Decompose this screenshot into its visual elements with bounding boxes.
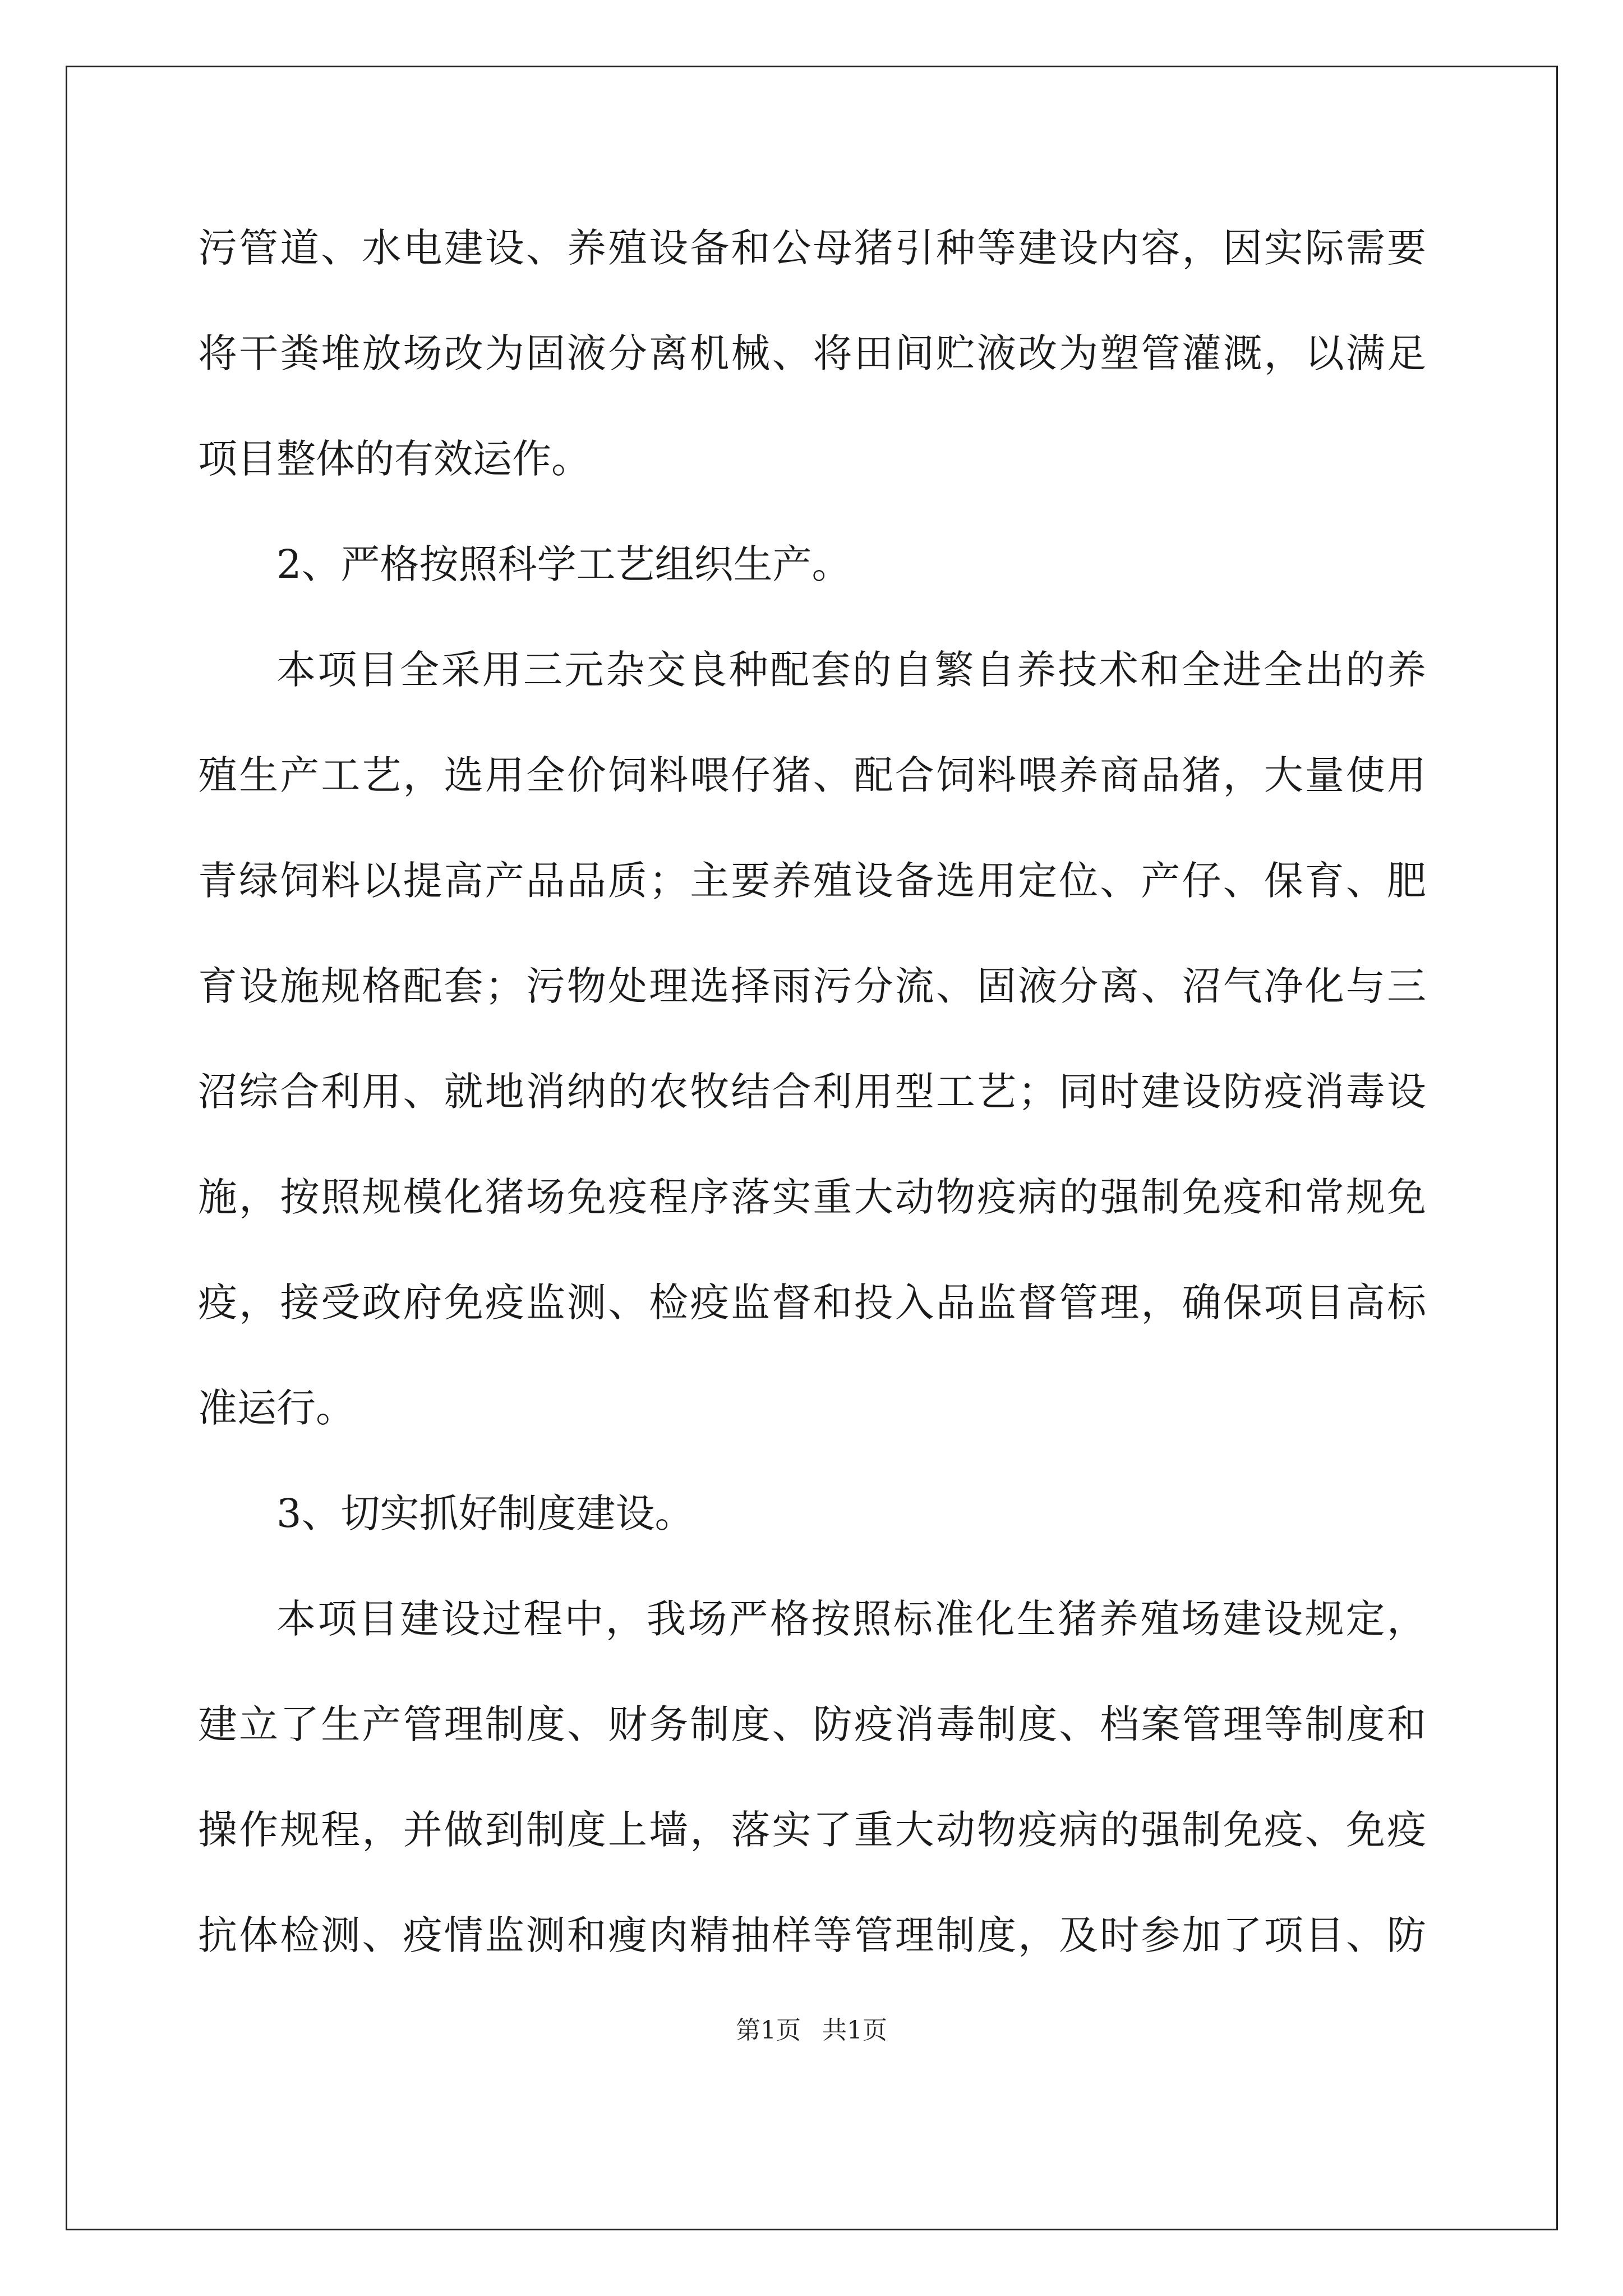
text-line-11 xyxy=(198,1263,1426,1369)
text-line-10-content: 施，按照规模化猪场免疫程序落实重大动物疫病的强制免疫和常规免 xyxy=(198,1174,1426,1220)
text-line-5-content: 本项目全采用三元杂交良种配套的自繁自养技术和全进全出的养 xyxy=(276,647,1426,693)
text-line-8-content: 育设施规格配套；污物处理选择雨污分流、固液分离、沼气净化与三 xyxy=(198,963,1426,1009)
text-line-5 xyxy=(198,631,1426,736)
text-line-3 xyxy=(198,420,1426,525)
text-line-1-content: 污管道、水电建设、养殖设备和公母猪引种等建设内容，因实际需要 xyxy=(198,225,1426,271)
text-line-7-content: 青绿饲料以提高产品品质；主要养殖设备选用定位、产仔、保育、肥 xyxy=(198,858,1426,904)
text-line-9-content: 沼综合利用、就地消纳的农牧结合利用型工艺；同时建设防疫消毒设 xyxy=(198,1069,1426,1115)
section-heading-3-content: 3、切实抓好制度建设。 xyxy=(276,1490,694,1536)
text-line-12-content: 准运行。 xyxy=(198,1385,355,1431)
page-footer xyxy=(0,2010,1623,2046)
section-heading-3 xyxy=(198,1474,1426,1580)
text-line-17 xyxy=(198,1896,1426,2001)
text-line-14 xyxy=(198,1580,1426,1685)
text-line-11-content: 疫，接受政府免疫监测、检疫监督和投入品监督管理，确保项目高标 xyxy=(198,1280,1426,1326)
total-pages: 共1页 xyxy=(822,2016,887,2045)
text-line-15-content: 建立了生产管理制度、财务制度、防疫消毒制度、档案管理等制度和 xyxy=(198,1701,1426,1747)
text-line-12 xyxy=(198,1369,1426,1474)
text-line-17-content: 抗体检测、疫情监测和瘦肉精抽样等管理制度，及时参加了项目、防 xyxy=(198,1912,1426,1958)
text-line-6-content: 殖生产工艺，选用全价饲料喂仔猪、配合饲料喂养商品猪，大量使用 xyxy=(198,752,1426,798)
text-line-16 xyxy=(198,1791,1426,1896)
text-line-2-content: 将干粪堆放场改为固液分离机械、将田间贮液改为塑管灌溉，以满足 xyxy=(198,330,1426,376)
text-line-14-content: 本项目建设过程中，我场严格按照标准化生猪养殖场建设规定， xyxy=(276,1596,1426,1642)
text-line-1 xyxy=(198,209,1426,314)
text-line-16-content: 操作规程，并做到制度上墙，落实了重大动物疫病的强制免疫、免疫 xyxy=(198,1807,1426,1853)
text-line-15 xyxy=(198,1685,1426,1791)
text-line-8 xyxy=(198,947,1426,1052)
text-line-2 xyxy=(198,314,1426,420)
text-line-6 xyxy=(198,736,1426,841)
text-line-10 xyxy=(198,1158,1426,1263)
section-heading-2-content: 2、严格按照科学工艺组织生产。 xyxy=(276,541,851,587)
text-line-9 xyxy=(198,1052,1426,1158)
page-number: 第1页 xyxy=(736,2016,801,2045)
section-heading-2 xyxy=(198,525,1426,631)
text-line-7 xyxy=(198,841,1426,947)
document-body xyxy=(198,209,1426,2001)
text-line-3-content: 项目整体的有效运作。 xyxy=(198,436,591,482)
